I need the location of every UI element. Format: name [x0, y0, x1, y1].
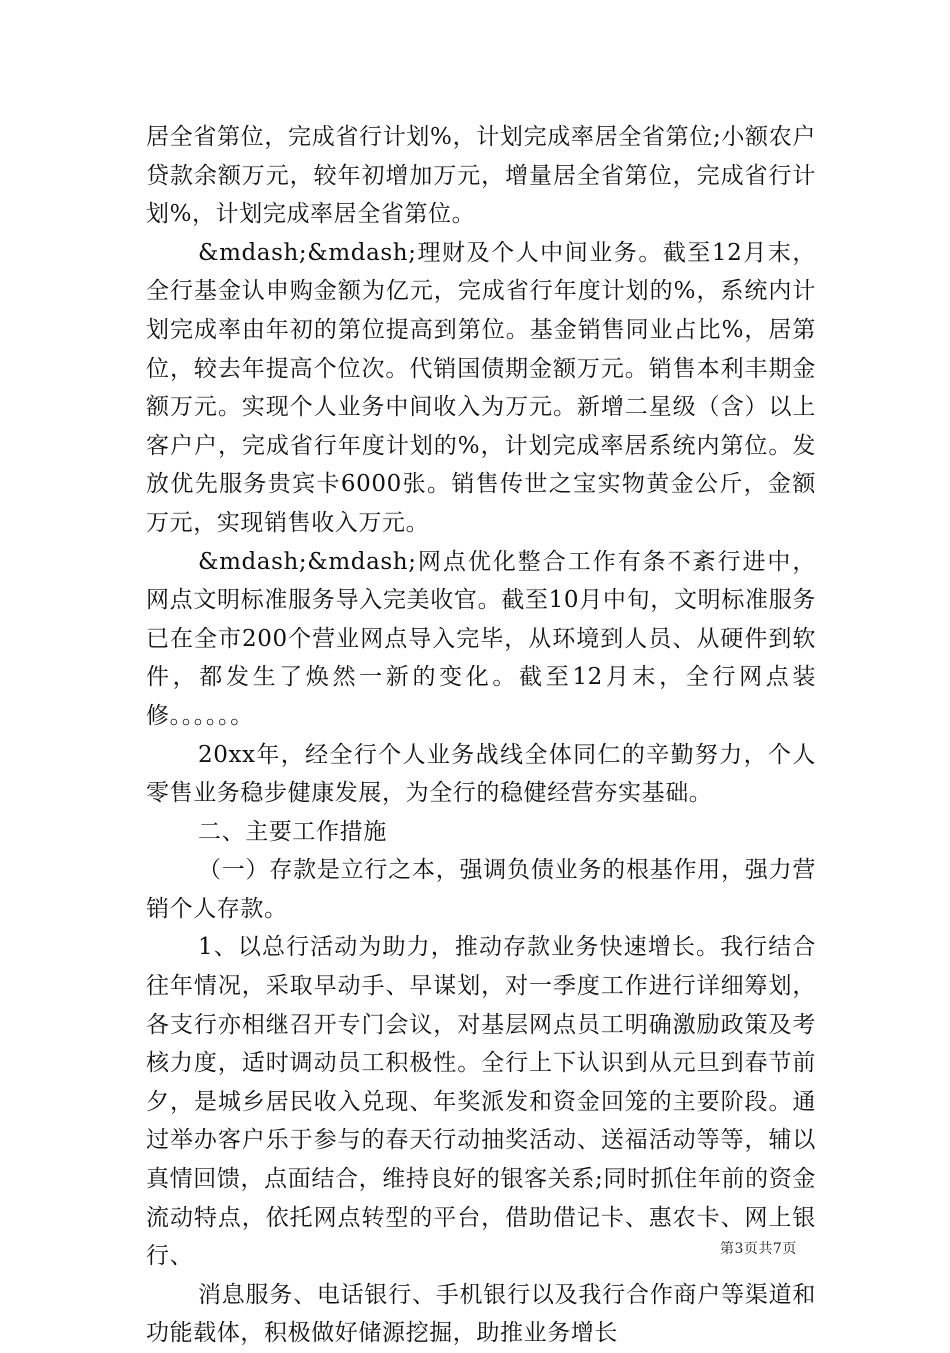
- paragraph-8: 消息服务、电话银行、手机银行以及我行合作商户等渠道和功能载体，积极做好储源挖掘，助推业务增长: [146, 1281, 816, 1347]
- paragraph-2: &mdash;&mdash;理财及个人中间业务。截至12月末，全行基金认申购金额为亿元，完成省行年度计划的%，系统内计划完成率由年初的第位提高到第位。基金销售同业占比%，居第位，较去年提高个位次。代销国债期金额万元。销售本利丰期金额万元。实现个人业务中间收入为万元。新增二星级（含）以上客户户，完成省行年度计划的%，计划完成率居系统内第位。发放优先服务贵宾卡6000张。销售传世之宝实物黄金公斤，金额万元，实现销售收入万元。: [146, 239, 816, 536]
- subsection-heading: （一）存款是立行之本，强调负债业务的根基作用，强力营销个人存款。: [146, 857, 816, 922]
- page-number: 第3页共7页: [720, 1241, 797, 1257]
- paragraph-4: 20xx年，经全行个人业务战线全体同仁的辛勤努力，个人零售业务稳步健康发展，为全行的稳健经营夯实基础。: [146, 741, 816, 807]
- paragraph-3: &mdash;&mdash;网点优化整合工作有条不紊行进中，网点文明标准服务导入完美收官。截至10月中旬，文明标准服务已在全市200个营业网点导入完毕，从环境到人员、从硬件到软件，都发生了焕然一新的变化。截至12月末，全行网点装修。。。。。。: [146, 548, 816, 729]
- paragraph-7: 1、以总行活动为助力，推动存款业务快速增长。我行结合往年情况，采取早动手、早谋划，对一季度工作进行详细筹划，各支行亦相继召开专门会议，对基层网点员工明确激励政策及考核力度，适时调动员工积极性。全行上下认识到从元旦到春节前夕，是城乡居民收入兑现、年奖派发和资金回笼的主要阶段。通过举办客户乐于参与的春天行动抽奖活动、送福活动等等，辅以真情回馈，点面结合，维持良好的银客关系;同时抓住年前的资金流动特点，依托网点转型的平台，借助借记卡、惠农卡、网上银行、: [146, 934, 816, 1270]
- document-body: [146, 118, 816, 1353]
- section-heading: 二、主要工作措施: [198, 818, 387, 845]
- paragraph-1: 居全省第位，完成省行计划%，计划完成率居全省第位;小额农户贷款余额万元，较年初增加万元，增量居全省第位，完成省行计划%，计划完成率居全省第位。: [146, 124, 816, 228]
